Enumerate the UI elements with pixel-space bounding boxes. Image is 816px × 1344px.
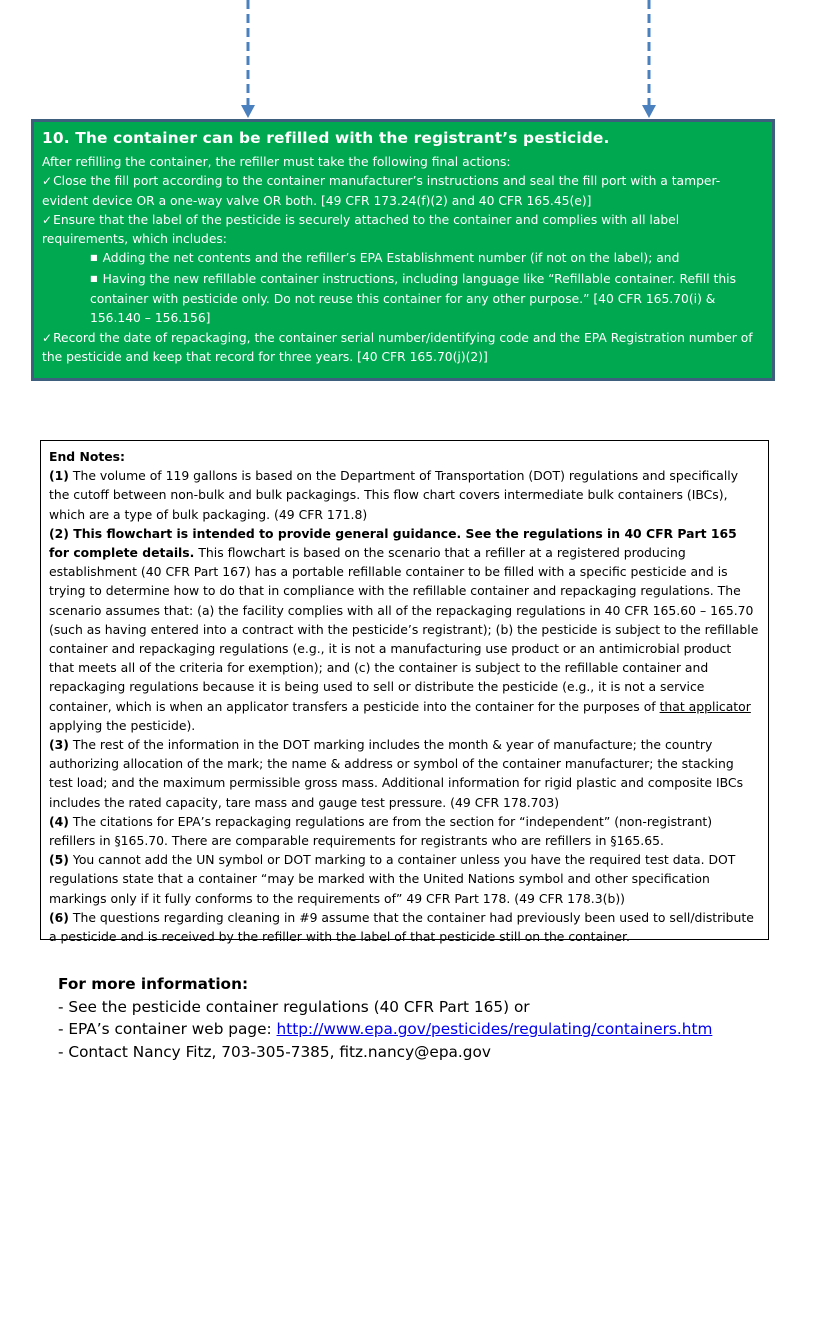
end-note-1 [49,466,760,524]
info-line-prefix: - EPA’s container web page: [58,1020,277,1038]
check-item-record-date [42,329,764,368]
right-connector-arrow [642,0,656,118]
epa-containers-link[interactable]: http://www.epa.gov/pesticides/regulating/containers.htm [276,1020,713,1038]
note-underlined-text: that applicator [659,698,751,714]
note-text-tail: applying the pesticide). [49,717,196,733]
note-text: The citations for EPA’s repackaging regulations are from the section for “independent” (non-registrant) refillers in §165.70. There are comparable requirements for registrants who are refillers in §165.65. [49,813,713,849]
check-item-text: Record the date of repackaging, the container serial number/identifying code and the EPA Registration number of the pesticide and keep that record for three years. [40 CFR 165.70(j)(2)] [42,330,753,364]
end-notes-heading: End Notes: [49,449,126,464]
step-10-box [31,119,775,381]
note-text: The volume of 119 gallons is based on the Department of Transportation (DOT) regulations and specifically the cutoff between non-bulk and bulk packagings. This flow chart covers intermediate bulk containers (IBCs), which are a type of bulk packaging. (49 CFR 171.8) [49,468,739,522]
note-bold-text: This flowchart is intended to provide general guidance. See the regulations in 40 CFR Part 165 for complete details. [49,525,737,561]
note-number: (3) [49,737,69,753]
square-bullet-icon: ■ [90,273,98,283]
check-item-text: Ensure that the label of the pesticide is securely attached to the container and complies with all label requirements, which includes: [42,212,680,247]
note-number: (1) [49,468,69,484]
checkmark-icon: ✓ [42,212,53,227]
end-note-4 [49,812,760,850]
checkmark-icon: ✓ [42,330,53,345]
bullet-item-text: Adding the net contents and the refiller’s EPA Establishment number (if not on the label); and [102,251,680,266]
note-text: You cannot add the UN symbol or DOT marking to a container unless you have the required test data. DOT regulations state that a container “may be marked with the United Nations symbol and other specification markings only if it fully conforms to the requirements of” 49 CFR Part 178. (49 CFR 178.3(b)) [49,852,736,906]
end-note-3 [49,735,760,812]
more-information-section [58,973,798,1063]
note-number: (5) [49,852,69,868]
square-bullet-icon: ■ [90,253,98,263]
note-text: This flowchart is based on the scenario that a refiller at a registered producing establishment (40 CFR Part 167) has a portable refillable container to be filled with a specific pesticide and is trying to determine how to do that in compliance with the refillable container and repackaging regulations. The scenario assumes that: (a) the facility complies with all of the repackaging regulations in 40 CFR 165.60 – 165.70 (such as having entered into a contract with the pesticide’s registrant); (b) the pesticide is subject to the refillable container and repackaging regulations (e.g., it is not a manufacturing use product or an antimicrobial product that meets all of the criteria for exemption); and (c) the container is subject to the refillable container and repackaging regulations because it is being used to sell or distribute the pesticide (e.g., it is not a service container, which is when an applicator transfers a pesticide into the container for the purposes of [49,545,759,714]
left-connector-arrow [241,0,255,118]
bullet-item-refillable-instructions [90,270,764,329]
flow-connector-arrows [0,0,816,130]
note-number: (6) [49,909,69,925]
note-text: The questions regarding cleaning in #9 assume that the container had previously been used to sell/distribute a pesticide and is received by the refiller with the label of that pesticide still on the container. [49,909,754,945]
checkmark-icon: ✓ [42,174,53,189]
end-note-5 [49,850,760,908]
note-number: (4) [49,813,69,829]
check-item-close-fill-port [42,172,764,211]
more-information-heading: For more information: [58,975,249,993]
info-line-regulations: - See the pesticide container regulations (40 CFR Part 165) or [58,997,530,1016]
note-number: (2) [49,525,69,541]
end-notes-box [40,440,769,945]
end-note-2 [49,524,760,735]
check-item-label-attached [42,211,764,250]
step-10-intro: After refilling the container, the refiller must take the following final actions: [42,155,511,169]
bullet-item-text: Having the new refillable container instructions, including language like “Refillable container. Refill this container with pesticide only. Do not reuse this container for any other purpose.” [40 CFR 165.70(i) & 156.140 – 156.156] [90,271,736,326]
info-line-web-page [58,1018,798,1041]
bullet-item-net-contents [90,249,764,269]
end-note-6 [49,908,760,946]
step-10-title: 10. The container can be refilled with the registrant’s pesticide. [42,129,610,147]
check-item-text: Close the fill port according to the container manufacturer’s instructions and seal the fill port with a tamper-evident device OR a one-way valve OR both. [49 CFR 173.24(f)(2) and 40 CFR 165.45(e)] [42,174,721,208]
info-line-contact: - Contact Nancy Fitz, 703-305-7385, fitz.nancy@epa.gov [58,1042,491,1061]
note-text: The rest of the information in the DOT marking includes the month & year of manufacture; the country authorizing allocation of the mark; the name & address or symbol of the container manufacturer; the stacking test load; and the maximum permissible gross mass. Additional information for rigid plastic and composite IBCs includes the rated capacity, tare mass and gauge test pressure. (49 CFR 178.703) [49,737,744,810]
